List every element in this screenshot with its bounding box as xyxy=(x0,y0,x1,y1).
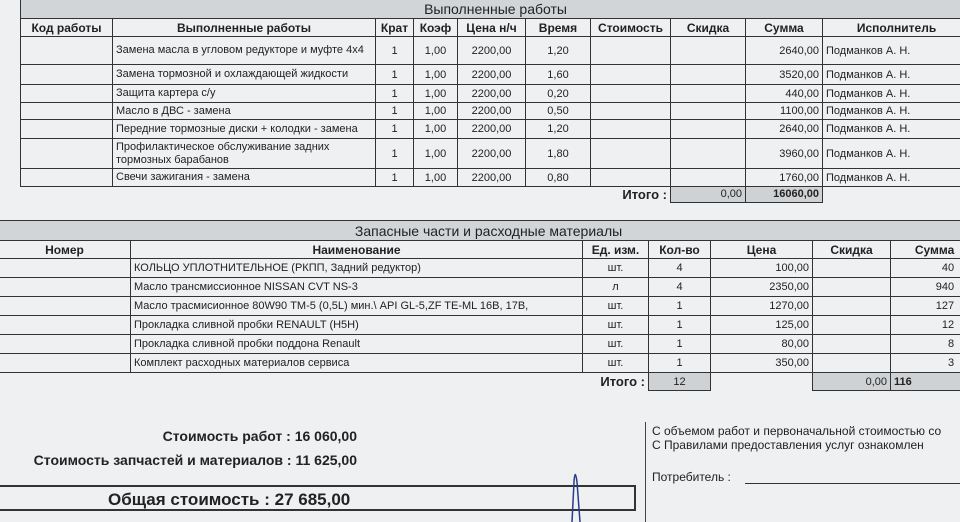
works-title: Выполненные работы xyxy=(21,0,960,19)
parts-header-row xyxy=(0,241,960,259)
work-price: 2200,00 xyxy=(458,169,526,187)
work-krat: 1 xyxy=(376,37,414,65)
part-sum: 12 xyxy=(891,316,960,335)
part-name: Масло трансмиссионное NISSAN CVT NS-3 xyxy=(131,278,583,297)
part-qty: 1 xyxy=(649,335,711,354)
work-krat: 1 xyxy=(376,103,414,120)
part-discount xyxy=(813,354,891,373)
work-worker: Подманков А. Н. xyxy=(823,37,960,65)
works-header-5: Время xyxy=(526,19,591,37)
parts-row xyxy=(0,297,960,316)
works-row xyxy=(21,85,960,103)
parts-row xyxy=(0,335,960,354)
part-number xyxy=(0,316,131,335)
work-time: 0,20 xyxy=(526,85,591,103)
parts-total-row xyxy=(0,373,960,391)
part-number xyxy=(0,259,131,278)
part-discount xyxy=(813,278,891,297)
work-code xyxy=(21,37,113,65)
work-koef: 1,00 xyxy=(414,139,458,169)
part-price: 350,00 xyxy=(711,354,813,373)
works-header-3: Коэф xyxy=(414,19,458,37)
work-sum: 3520,00 xyxy=(746,65,823,85)
part-discount xyxy=(813,259,891,278)
work-koef: 1,00 xyxy=(414,169,458,187)
work-cost xyxy=(591,139,671,169)
part-unit: л xyxy=(583,278,649,297)
part-sum: 8 xyxy=(891,335,960,354)
part-name: Масло трасмисионное 80W90 ТМ-5 (0,5L) мин.\ API GL-5,ZF TE-ML 16B, 17B, xyxy=(131,297,583,316)
part-price: 1270,00 xyxy=(711,297,813,316)
works-header-1: Выполненные работы xyxy=(113,19,376,37)
part-sum: 40 xyxy=(891,259,960,278)
work-worker: Подманков А. Н. xyxy=(823,139,960,169)
work-code xyxy=(21,120,113,139)
parts-table xyxy=(0,220,960,391)
part-price: 2350,00 xyxy=(711,278,813,297)
parts-row xyxy=(0,354,960,373)
works-cost: Стоимость работ : 16 060,00 xyxy=(163,428,357,444)
part-qty: 4 xyxy=(649,259,711,278)
work-name: Замена масла в угловом редукторе и муфте 4х4 xyxy=(113,37,376,65)
work-koef: 1,00 xyxy=(414,103,458,120)
parts-title: Запасные части и расходные материалы xyxy=(0,221,960,241)
work-name: Масло в ДВС - замена xyxy=(113,103,376,120)
part-number xyxy=(0,354,131,373)
parts-cost: Стоимость запчастей и материалов : 11 625,00 xyxy=(34,452,357,468)
work-discount xyxy=(671,169,746,187)
work-discount xyxy=(671,139,746,169)
part-name: Прокладка сливной пробки поддона Renault xyxy=(131,335,583,354)
parts-header-5: Скидка xyxy=(813,241,891,259)
part-number xyxy=(0,278,131,297)
part-name: Прокладка сливной пробки RENAULT (H5H) xyxy=(131,316,583,335)
part-unit: шт. xyxy=(583,297,649,316)
work-price: 2200,00 xyxy=(458,139,526,169)
works-header-9: Исполнитель xyxy=(823,19,960,37)
works-row xyxy=(21,120,960,139)
work-krat: 1 xyxy=(376,169,414,187)
work-price: 2200,00 xyxy=(458,120,526,139)
work-discount xyxy=(671,103,746,120)
works-header-0: Код работы xyxy=(21,19,113,37)
work-code xyxy=(21,85,113,103)
work-time: 1,20 xyxy=(526,37,591,65)
part-price: 125,00 xyxy=(711,316,813,335)
work-koef: 1,00 xyxy=(414,120,458,139)
part-name: Комплект расходных материалов сервиса xyxy=(131,354,583,373)
work-price: 2200,00 xyxy=(458,65,526,85)
work-discount xyxy=(671,120,746,139)
work-time: 1,20 xyxy=(526,120,591,139)
work-worker: Подманков А. Н. xyxy=(823,169,960,187)
work-name: Профилактическое обслуживание задних тормозных барабанов xyxy=(113,139,376,169)
consent-line-2: С Правилами предоставления услуг ознакомлен xyxy=(652,438,924,452)
works-header-row xyxy=(21,19,960,37)
works-header-6: Стоимость xyxy=(591,19,671,37)
work-sum: 2640,00 xyxy=(746,120,823,139)
work-time: 1,60 xyxy=(526,65,591,85)
part-number xyxy=(0,335,131,354)
part-name: КОЛЬЦО УПЛОТНИТЕЛЬНОЕ (РКПП, Задний редуктор) xyxy=(131,259,583,278)
parts-total-sum: 116 xyxy=(891,373,960,391)
work-code xyxy=(21,103,113,120)
work-name: Защита картера с/у xyxy=(113,85,376,103)
work-name: Замена тормозной и охлаждающей жидкости xyxy=(113,65,376,85)
work-time: 0,50 xyxy=(526,103,591,120)
part-sum: 940 xyxy=(891,278,960,297)
work-price: 2200,00 xyxy=(458,103,526,120)
part-price: 80,00 xyxy=(711,335,813,354)
part-unit: шт. xyxy=(583,316,649,335)
work-name: Передние тормозные диски + колодки - замена xyxy=(113,120,376,139)
work-discount xyxy=(671,85,746,103)
work-worker: Подманков А. Н. xyxy=(823,65,960,85)
part-unit: шт. xyxy=(583,259,649,278)
part-sum: 127 xyxy=(891,297,960,316)
parts-header-4: Цена xyxy=(711,241,813,259)
part-price: 100,00 xyxy=(711,259,813,278)
signature-line xyxy=(745,483,960,484)
works-row xyxy=(21,37,960,65)
parts-row xyxy=(0,316,960,335)
work-time: 0,80 xyxy=(526,169,591,187)
grand-total: Общая стоимость : 27 685,00 xyxy=(0,485,636,511)
work-sum: 3960,00 xyxy=(746,139,823,169)
works-row xyxy=(21,103,960,120)
part-qty: 4 xyxy=(649,278,711,297)
work-cost xyxy=(591,65,671,85)
works-row xyxy=(21,169,960,187)
work-cost xyxy=(591,120,671,139)
works-total-label: Итого : xyxy=(591,187,671,203)
part-qty: 1 xyxy=(649,316,711,335)
parts-total-label: Итого : xyxy=(583,373,649,391)
work-worker: Подманков А. Н. xyxy=(823,103,960,120)
consent-line-1: С объемом работ и первоначальной стоимостью со xyxy=(652,424,941,438)
work-krat: 1 xyxy=(376,139,414,169)
parts-total-discount: 0,00 xyxy=(813,373,891,391)
work-discount xyxy=(671,65,746,85)
work-code xyxy=(21,65,113,85)
works-row xyxy=(21,139,960,169)
part-number xyxy=(0,297,131,316)
part-discount xyxy=(813,297,891,316)
parts-row xyxy=(0,259,960,278)
works-header-8: Сумма xyxy=(746,19,823,37)
work-worker: Подманков А. Н. xyxy=(823,120,960,139)
work-code xyxy=(21,139,113,169)
work-krat: 1 xyxy=(376,65,414,85)
parts-total-qty: 12 xyxy=(649,373,711,391)
works-total-sum: 16060,00 xyxy=(746,187,823,203)
work-worker: Подманков А. Н. xyxy=(823,85,960,103)
consumer-label: Потребитель : xyxy=(652,470,731,484)
work-krat: 1 xyxy=(376,120,414,139)
work-code xyxy=(21,169,113,187)
work-krat: 1 xyxy=(376,85,414,103)
parts-header-6: Сумма xyxy=(891,241,960,259)
parts-header-3: Кол-во xyxy=(649,241,711,259)
work-koef: 1,00 xyxy=(414,37,458,65)
part-unit: шт. xyxy=(583,354,649,373)
divider xyxy=(645,422,646,522)
works-table xyxy=(20,0,960,203)
work-koef: 1,00 xyxy=(414,65,458,85)
part-unit: шт. xyxy=(583,335,649,354)
work-price: 2200,00 xyxy=(458,85,526,103)
work-cost xyxy=(591,169,671,187)
signature-stroke xyxy=(560,462,600,522)
part-discount xyxy=(813,316,891,335)
work-koef: 1,00 xyxy=(414,85,458,103)
works-row xyxy=(21,65,960,85)
works-total-discount: 0,00 xyxy=(671,187,746,203)
part-sum: 3 xyxy=(891,354,960,373)
work-name: Свечи зажигания - замена xyxy=(113,169,376,187)
work-sum: 2640,00 xyxy=(746,37,823,65)
work-cost xyxy=(591,85,671,103)
work-sum: 1760,00 xyxy=(746,169,823,187)
works-header-7: Скидка xyxy=(671,19,746,37)
work-discount xyxy=(671,37,746,65)
works-total-row xyxy=(21,187,960,203)
parts-header-2: Ед. изм. xyxy=(583,241,649,259)
works-header-2: Крат xyxy=(376,19,414,37)
work-time: 1,80 xyxy=(526,139,591,169)
works-header-4: Цена н/ч xyxy=(458,19,526,37)
parts-header-0: Номер xyxy=(0,241,131,259)
parts-row xyxy=(0,278,960,297)
part-qty: 1 xyxy=(649,297,711,316)
parts-header-1: Наименование xyxy=(131,241,583,259)
work-cost xyxy=(591,37,671,65)
work-cost xyxy=(591,103,671,120)
work-price: 2200,00 xyxy=(458,37,526,65)
part-qty: 1 xyxy=(649,354,711,373)
part-discount xyxy=(813,335,891,354)
work-sum: 1100,00 xyxy=(746,103,823,120)
work-sum: 440,00 xyxy=(746,85,823,103)
